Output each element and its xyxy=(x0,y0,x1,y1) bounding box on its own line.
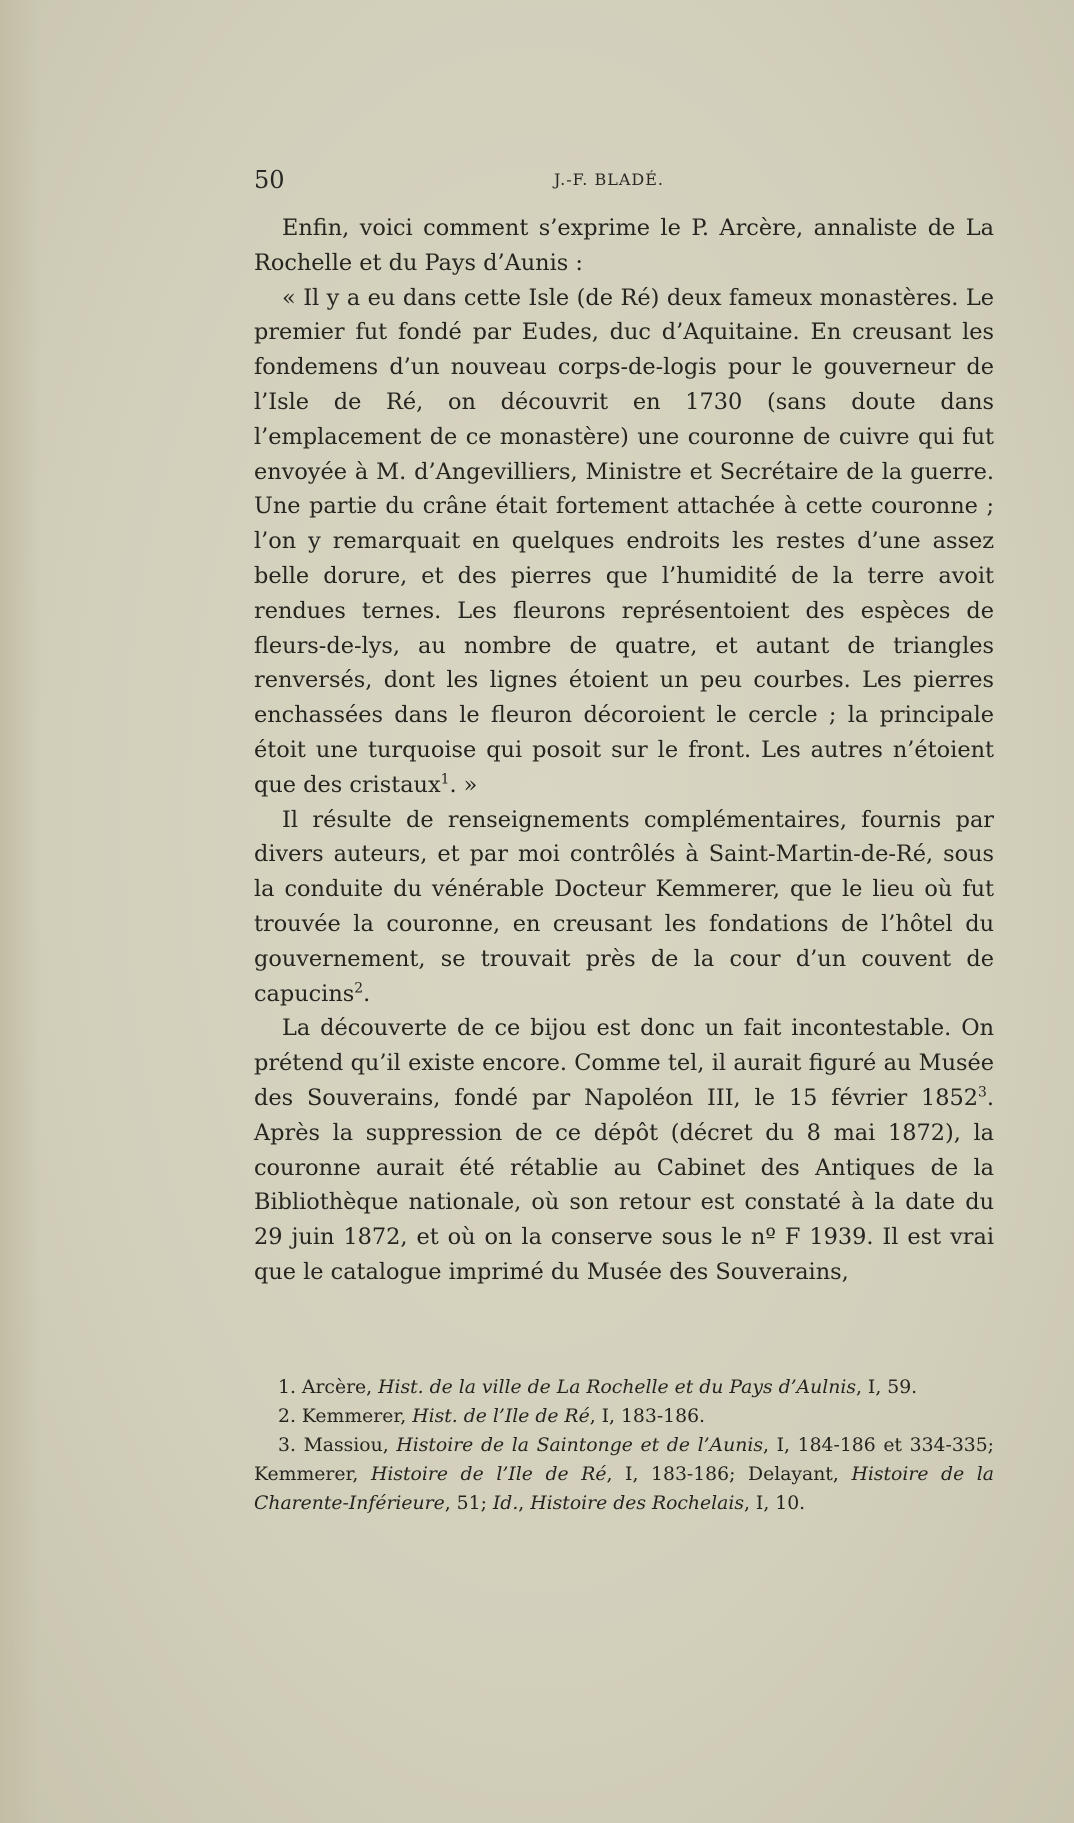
paragraph-text: Il résulte de renseignements complémentaires, fournis par divers auteurs, et par moi contrôlés à Saint-Martin-de-Ré, sous la conduite du vénérable Docteur Kemmerer, que le lieu où fut trouvée la couronne, en creusant les fondations de l’hôtel du gouvernement, se trouvait près de la cour d’un couvent de capucins xyxy=(254,806,994,1007)
paragraph-2-quote xyxy=(254,281,994,803)
footnote-ref: 1 xyxy=(440,771,450,788)
paragraph-text-end: . » xyxy=(449,771,478,798)
paragraph-text: « Il y a eu dans cette Isle (de Ré) deux fameux monastères. Le premier fut fondé par Eudes, duc d’Aquitaine. En creusant les fondemens d’un nouveau corps-de-logis pour le gouverneur de l’Isle de Ré, on découvrit en 1730 (sans doute dans l’emplacement de ce monastère) une couronne de cuivre qui fut envoyée à M. d’Angevilliers, Ministre et Secrétaire de la guerre. Une partie du crâne était fortement attachée à cette couronne ; l’on y remarquait en quelques endroits les restes d’une assez belle dorure, et des pierres que l’humidité de la terre avoit rendues ternes. Les fleurons représentoient des espèces de fleurs-de-lys, au nombre de quatre, et autant de triangles renversés, dont les lignes étoient un peu courbes. Les pierres enchassées dans le fleuron décoroient le cercle ; la principale étoit une turquoise qui posoit sur le front. Les autres n’étoient que des cristaux xyxy=(254,284,994,798)
footnote-title: Histoire de la Charente-Inférieure xyxy=(254,1464,995,1514)
running-head: J.-F. BLADÉ. xyxy=(554,170,664,189)
footnote-title: Histoire des Rochelais xyxy=(530,1493,744,1514)
footnote-ref-text: , I, 10. xyxy=(743,1493,806,1514)
paragraph-text: Enfin, voici comment s’exprime le P. Arcère, annaliste de La Rochelle et du Pays d’Aunis : xyxy=(254,215,994,276)
footnote-title: Histoire de l’Ile de Ré xyxy=(370,1464,607,1485)
paragraph-3 xyxy=(254,803,994,1012)
footnote-ref: 3 xyxy=(978,1084,987,1101)
footnote-ref-text: , I, 183-186. xyxy=(589,1406,705,1427)
footnote-ref-text: , I, 184-186 et 334-335; Kemmerer, xyxy=(254,1435,994,1485)
footnotes xyxy=(254,1373,994,1518)
footnote-title: Hist. de l’Ile de Ré xyxy=(412,1406,590,1427)
footnote-2 xyxy=(254,1402,994,1431)
footnote-number: 2. xyxy=(278,1406,302,1427)
paragraph-text-end: . xyxy=(363,980,371,1007)
paragraph-text-end: . Après la suppression de ce dépôt (décret du 8 mai 1872), la couronne aurait été rétablie au Cabinet des Antiques de la Bibliothèque nationale, où son retour est constaté à la date du 29 juin 1872, et où on la conserve sous le nº F 1939. Il est vrai que le catalogue imprimé du Musée des Souverains, xyxy=(254,1084,994,1285)
paragraph-text: La découverte de ce bijou est donc un fait incontestable. On prétend qu’il existe encore. Comme tel, il aurait figuré au Musée des Souverains, fondé par Napoléon III, le 15 février 1852 xyxy=(254,1015,994,1111)
footnote-ref-text: , I, 183-186; Delayant, xyxy=(606,1464,852,1485)
page-edge-shadow xyxy=(0,0,40,1823)
page-number: 50 xyxy=(254,166,285,194)
footnote-title: Id. xyxy=(492,1493,519,1514)
footnote-ref-text: , I, 59. xyxy=(855,1377,918,1398)
page-header xyxy=(254,166,994,196)
footnote-ref-text: , 51; xyxy=(444,1493,493,1514)
footnote-author: Massiou, xyxy=(303,1435,397,1456)
footnote-title: Hist. de la ville de La Rochelle et du Pays d’Aulnis xyxy=(378,1377,856,1398)
footnote-number: 3. xyxy=(278,1435,304,1456)
footnote-title: Histoire de la Saintonge et de l’Aunis xyxy=(396,1435,763,1456)
footnote-ref-text: , xyxy=(518,1493,531,1514)
footnote-ref: 2 xyxy=(354,980,364,997)
footnote-number: 1. xyxy=(278,1377,302,1398)
main-text xyxy=(254,211,994,1290)
footnote-author: Arcère, xyxy=(301,1377,379,1398)
footnote-1 xyxy=(254,1373,994,1402)
paragraph-4 xyxy=(254,1011,994,1289)
footnote-author: Kemmerer, xyxy=(301,1406,413,1427)
footnote-3 xyxy=(254,1431,994,1518)
paragraph-1 xyxy=(254,211,994,281)
